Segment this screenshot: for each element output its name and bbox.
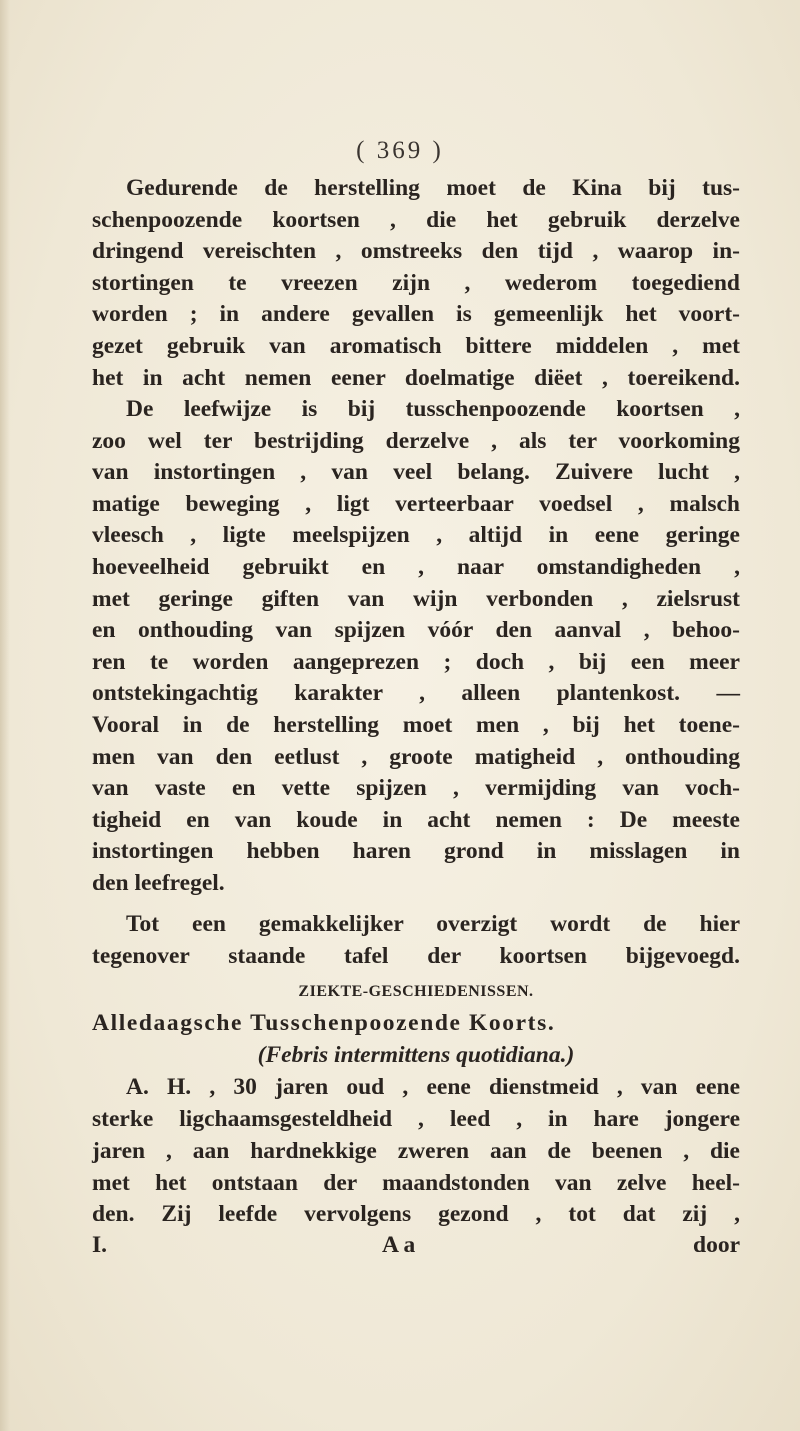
text-line: sterke ligchaamsgesteldheid , leed , in hare jongere <box>92 1105 740 1132</box>
text-line: men van den eetlust , groote matigheid , onthouding <box>92 743 740 770</box>
signature-mark: A a <box>382 1232 416 1258</box>
text-line: den. Zij leefde vervolgens gezond , tot dat zij , <box>92 1201 740 1228</box>
text-line: gezet gebruik van aromatisch bittere middelen , met <box>92 332 740 359</box>
page-edge-shadow <box>0 0 10 1431</box>
text-line: dringend vereischten , omstreeks den tijd , waarop in- <box>92 238 740 265</box>
paragraph-case-cont <box>92 1136 740 1231</box>
text-line: Vooral in de herstelling moet men , bij het toene- <box>92 711 740 738</box>
text-line: tigheid en van koude in acht nemen : De meeste <box>92 806 740 833</box>
case-title: Alledaagsche Tusschenpoozende Koorts. <box>92 1010 556 1036</box>
paragraph-overzigt <box>92 909 740 972</box>
paragraph-leefwijze <box>92 394 740 900</box>
text-line: met het ontstaan der maandstonden van zelve heel- <box>92 1169 740 1196</box>
case-title-block <box>92 1008 740 1071</box>
paragraph-kina <box>92 173 740 394</box>
catchword: door <box>693 1232 740 1258</box>
text-line: tegenover staande tafel der koortsen bijgevoegd. <box>92 942 740 969</box>
page-number: ( 369 ) <box>356 137 444 164</box>
section-heading: ZIEKTE-GESCHIEDENISSEN. <box>298 983 534 1000</box>
text-line: zoo wel ter bestrijding derzelve , als ter voorkoming <box>92 427 740 454</box>
text-line: Gedurende de herstelling moet de Kina bij tus- <box>126 175 740 201</box>
text-line: ren te worden aangeprezen ; doch , bij een meer <box>92 648 740 675</box>
text-line: en onthouding van spijzen vóór den aanval , behoo- <box>92 617 740 644</box>
text-line: van instortingen , van veel belang. Zuivere lucht , <box>92 459 740 486</box>
text-line: matige beweging , ligt verteerbaar voedsel , malsch <box>92 490 740 517</box>
paragraph-case <box>92 1072 740 1136</box>
text-line: schenpoozende koortsen , die het gebruik derzelve <box>92 206 740 233</box>
page-footer <box>92 1232 740 1264</box>
text-line: A. H. , 30 jaren oud , eene dienstmeid , van eene <box>126 1074 740 1100</box>
case-subtitle: (Febris intermittens quotidiana.) <box>257 1041 575 1068</box>
text-line: jaren , aan hardnekkige zweren aan de beenen , die <box>92 1138 740 1164</box>
text-line: De leefwijze is bij tusschenpoozende koortsen , <box>126 396 740 422</box>
signature-number: I. <box>92 1232 108 1258</box>
text-line: vleesch , ligte meelspijzen , altijd in eene geringe <box>92 522 740 549</box>
text-line: het in acht nemen eener doelmatige diëet , toereikend. <box>92 364 740 391</box>
text-line: instortingen hebben haren grond in misslagen in <box>92 838 740 865</box>
text-line: worden ; in andere gevallen is gemeenlijk het voort- <box>92 301 740 328</box>
text-line: stortingen te vreezen zijn , wederom toegediend <box>92 269 740 296</box>
text-line: hoeveelheid gebruikt en , naar omstandigheden , <box>92 553 740 580</box>
text-line: ontstekingachtig karakter , alleen plantenkost. — <box>92 680 740 707</box>
text-line: met geringe giften van wijn verbonden , zielsrust <box>92 585 740 612</box>
text-line: den leefregel. <box>92 869 225 896</box>
text-line: Tot een gemakkelijker overzigt wordt de hier <box>126 911 740 937</box>
text-line: van vaste en vette spijzen , vermijding van voch- <box>92 775 740 802</box>
section-heading-block <box>92 976 740 1008</box>
